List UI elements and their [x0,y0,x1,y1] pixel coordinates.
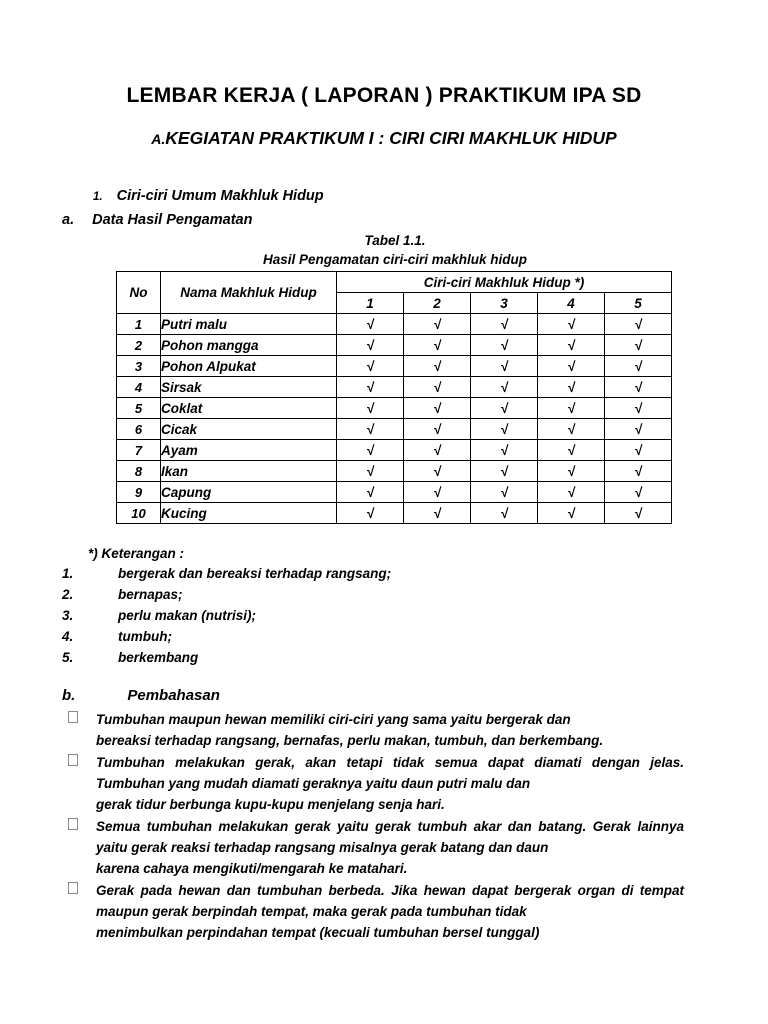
row-mark-1: √ [337,440,404,461]
row-mark-5: √ [605,440,672,461]
table-row [117,356,672,377]
keterangan-text: perlu makan (nutrisi); [118,608,257,623]
keterangan-text: tumbuh; [118,629,172,644]
row-mark-5: √ [605,377,672,398]
row-mark-2: √ [404,440,471,461]
table-header-no: No [117,272,161,314]
list-item [68,816,684,879]
row-number: 6 [117,419,161,440]
table-caption-line2: Hasil Pengamatan ciri-ciri makhluk hidup [262,252,528,267]
row-mark-4: √ [538,398,605,419]
list-item [62,587,622,608]
table-row [117,398,672,419]
subtitle-prefix: A. [151,131,166,147]
row-mark-1: √ [337,314,404,335]
row-mark-4: √ [538,335,605,356]
table-header-ciri-4: 4 [538,293,605,314]
table-caption-line1: Tabel 1.1. [364,233,426,248]
row-organism-name: Putri malu [161,314,337,335]
keterangan-list [62,566,622,671]
list-item [62,566,622,587]
row-mark-2: √ [404,461,471,482]
row-mark-4: √ [538,419,605,440]
row-organism-name: Cicak [161,419,337,440]
row-mark-3: √ [471,314,538,335]
row-number: 2 [117,335,161,356]
row-organism-name: Pohon Alpukat [161,356,337,377]
row-organism-name: Sirsak [161,377,337,398]
table-row [117,482,672,503]
row-mark-2: √ [404,356,471,377]
keterangan-text: berkembang [118,650,199,665]
table-header-group: Ciri-ciri Makhluk Hidup *) [337,272,672,293]
row-mark-1: √ [337,461,404,482]
bullet-last-line: menimbulkan perpindahan tempat (kecuali tumbuhan bersel tunggal) [96,925,540,940]
table-row [117,377,672,398]
subtitle-text: KEGIATAN PRAKTIKUM I : CIRI CIRI MAKHLUK HIDUP [165,128,617,148]
table-header-name: Nama Makhluk Hidup [161,272,337,314]
list-item [62,650,622,671]
row-number: 3 [117,356,161,377]
row-organism-name: Kucing [161,503,337,524]
row-mark-5: √ [605,419,672,440]
section-1-label: Ciri-ciri Umum Makhluk Hidup [116,188,324,204]
list-item [68,709,684,751]
table-header-ciri-2: 2 [404,293,471,314]
row-mark-3: √ [471,503,538,524]
bullet-body: Tumbuhan maupun hewan memiliki ciri-ciri yang sama yaitu bergerak dan [96,712,571,727]
row-mark-5: √ [605,314,672,335]
empty-box-bullet-icon [68,818,78,830]
section-b-label: Pembahasan [127,687,220,704]
bullet-last-line: gerak tidur berbunga kupu-kupu menjelang senja hari. [96,797,445,812]
row-mark-3: √ [471,419,538,440]
row-mark-5: √ [605,398,672,419]
table-row [117,503,672,524]
row-mark-3: √ [471,440,538,461]
row-mark-2: √ [404,398,471,419]
keterangan-number: 5. [62,650,74,665]
row-number: 4 [117,377,161,398]
section-1-number: 1. [93,191,103,203]
section-a-label: Data Hasil Pengamatan [92,212,253,228]
table-header-ciri-3: 3 [471,293,538,314]
keterangan-title: *) Keterangan : [88,546,185,561]
row-mark-4: √ [538,356,605,377]
row-mark-5: √ [605,503,672,524]
row-number: 10 [117,503,161,524]
section-b-number: b. [62,687,76,704]
observation-table-body [117,314,672,524]
bullet-body: Gerak pada hewan dan tumbuhan berbeda. Jika hewan dapat bergerak organ di tempat maupun gerak berpindah tempat, maka gerak pada tumbuhan tidak [96,883,684,919]
table-header-row-1 [117,272,672,293]
row-mark-1: √ [337,503,404,524]
row-mark-1: √ [337,398,404,419]
keterangan-number: 1. [62,566,74,581]
row-organism-name: Ayam [161,440,337,461]
table-row [117,440,672,461]
row-mark-5: √ [605,461,672,482]
row-mark-5: √ [605,335,672,356]
empty-box-bullet-icon [68,754,78,766]
row-mark-2: √ [404,503,471,524]
section-heading-1 [93,188,324,204]
bullet-last-line: bereaksi terhadap rangsang, bernafas, perlu makan, tumbuh, dan berkembang. [96,733,604,748]
row-mark-2: √ [404,335,471,356]
row-mark-3: √ [471,377,538,398]
row-organism-name: Coklat [161,398,337,419]
keterangan-text: bernapas; [118,587,183,602]
row-number: 5 [117,398,161,419]
row-number: 9 [117,482,161,503]
row-mark-1: √ [337,356,404,377]
keterangan-number: 2. [62,587,74,602]
observation-table [116,271,672,524]
row-mark-3: √ [471,482,538,503]
row-organism-name: Pohon mangga [161,335,337,356]
table-header-ciri-1: 1 [337,293,404,314]
table-row [117,461,672,482]
row-mark-4: √ [538,482,605,503]
table-header-ciri-5: 5 [605,293,672,314]
pembahasan-bullet-list [68,709,684,944]
section-heading-a [62,212,252,228]
row-mark-5: √ [605,356,672,377]
row-mark-1: √ [337,377,404,398]
section-a-number: a. [62,212,75,228]
list-item [68,752,684,815]
table-row [117,419,672,440]
keterangan-text: bergerak dan bereaksi terhadap rangsang; [118,566,392,581]
observation-table-wrapper [116,271,672,524]
bullet-last-line: karena cahaya mengikuti/mengarah ke matahari. [96,861,408,876]
bullet-body: Semua tumbuhan melakukan gerak yaitu gerak tumbuh akar dan batang. Gerak lainnya yaitu gerak reaksi terhadap rangsang misalnya gerak batang dan daun [96,819,684,855]
row-mark-1: √ [337,419,404,440]
row-number: 7 [117,440,161,461]
row-organism-name: Ikan [161,461,337,482]
table-row [117,335,672,356]
row-mark-2: √ [404,419,471,440]
row-mark-3: √ [471,356,538,377]
keterangan-number: 3. [62,608,74,623]
section-heading-b [62,687,220,704]
row-mark-5: √ [605,482,672,503]
row-mark-4: √ [538,503,605,524]
row-mark-4: √ [538,461,605,482]
row-mark-4: √ [538,440,605,461]
row-mark-3: √ [471,461,538,482]
row-mark-1: √ [337,335,404,356]
list-item [62,629,622,650]
row-mark-4: √ [538,377,605,398]
table-row [117,314,672,335]
document-subtitle [0,128,768,149]
bullet-body: Tumbuhan melakukan gerak, akan tetapi tidak semua dapat diamati dengan jelas. Tumbuhan yang mudah diamati geraknya yaitu daun putri malu dan [96,755,684,791]
list-item [62,608,622,629]
empty-box-bullet-icon [68,882,78,894]
row-mark-1: √ [337,482,404,503]
row-mark-2: √ [404,314,471,335]
row-mark-2: √ [404,482,471,503]
row-mark-3: √ [471,335,538,356]
row-mark-3: √ [471,398,538,419]
list-item [68,880,684,943]
document-title: LEMBAR KERJA ( LAPORAN ) PRAKTIKUM IPA SD [126,84,642,107]
row-mark-4: √ [538,314,605,335]
row-mark-2: √ [404,377,471,398]
row-number: 8 [117,461,161,482]
keterangan-number: 4. [62,629,74,644]
row-number: 1 [117,314,161,335]
empty-box-bullet-icon [68,711,78,723]
row-organism-name: Capung [161,482,337,503]
